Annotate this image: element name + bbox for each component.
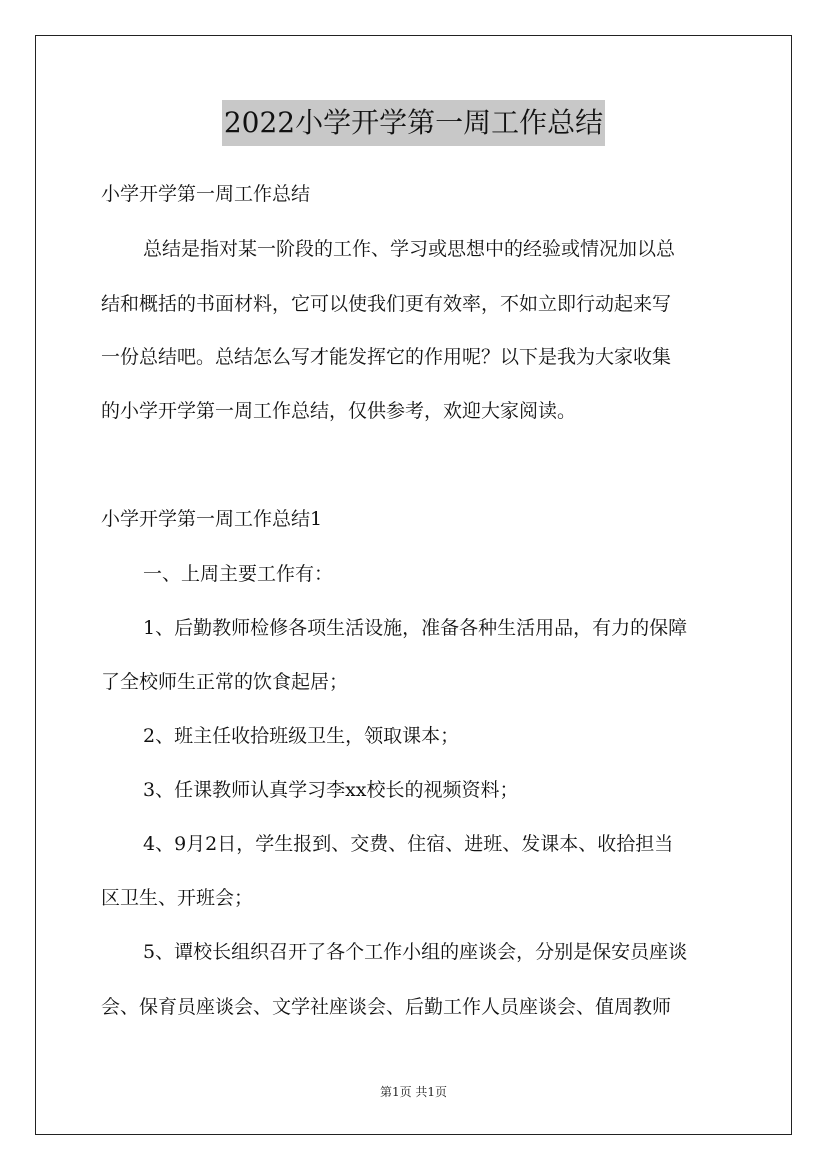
paragraph-line: 结和概括的书面材料，它可以使我们更有效率，不如立即行动起来写 <box>101 293 672 315</box>
paragraph-line: 2、班主任收拾班级卫生，领取课本； <box>143 725 460 747</box>
paragraph-line: 一、上周主要工作有： <box>143 563 334 585</box>
paragraph-line: 1、后勤教师检修各项生活设施，准备各种生活用品，有力的保障 <box>143 617 688 639</box>
paragraph-line: 总结是指对某一阶段的工作、学习或思想中的经验或情况加以总 <box>143 238 676 260</box>
section-heading: 小学开学第一周工作总结1 <box>101 508 323 530</box>
paragraph-line: 4、9月2日，学生报到、交费、住宿、进班、发课本、收拾担当 <box>143 833 674 855</box>
section-heading: 小学开学第一周工作总结 <box>101 183 311 205</box>
document-title: 2022小学开学第一周工作总结 <box>222 100 605 146</box>
page-footer: 第1页 共1页 <box>379 1085 448 1099</box>
paragraph-line: 一份总结吧。总结怎么写才能发挥它的作用呢？以下是我为大家收集 <box>101 346 672 368</box>
paragraph-line: 3、任课教师认真学习李xx校长的视频资料； <box>143 779 519 801</box>
title-container <box>0 100 827 146</box>
paragraph-line: 区卫生、开班会； <box>101 887 254 909</box>
paragraph-line: 了全校师生正常的饮食起居； <box>101 671 349 693</box>
paragraph-line: 会、保育员座谈会、文学社座谈会、后勤工作人员座谈会、值周教师 <box>101 996 672 1018</box>
paragraph-line: 5、谭校长组织召开了各个工作小组的座谈会，分别是保安员座谈 <box>143 941 688 963</box>
paragraph-line: 的小学开学第一周工作总结，仅供参考，欢迎大家阅读。 <box>101 400 577 422</box>
